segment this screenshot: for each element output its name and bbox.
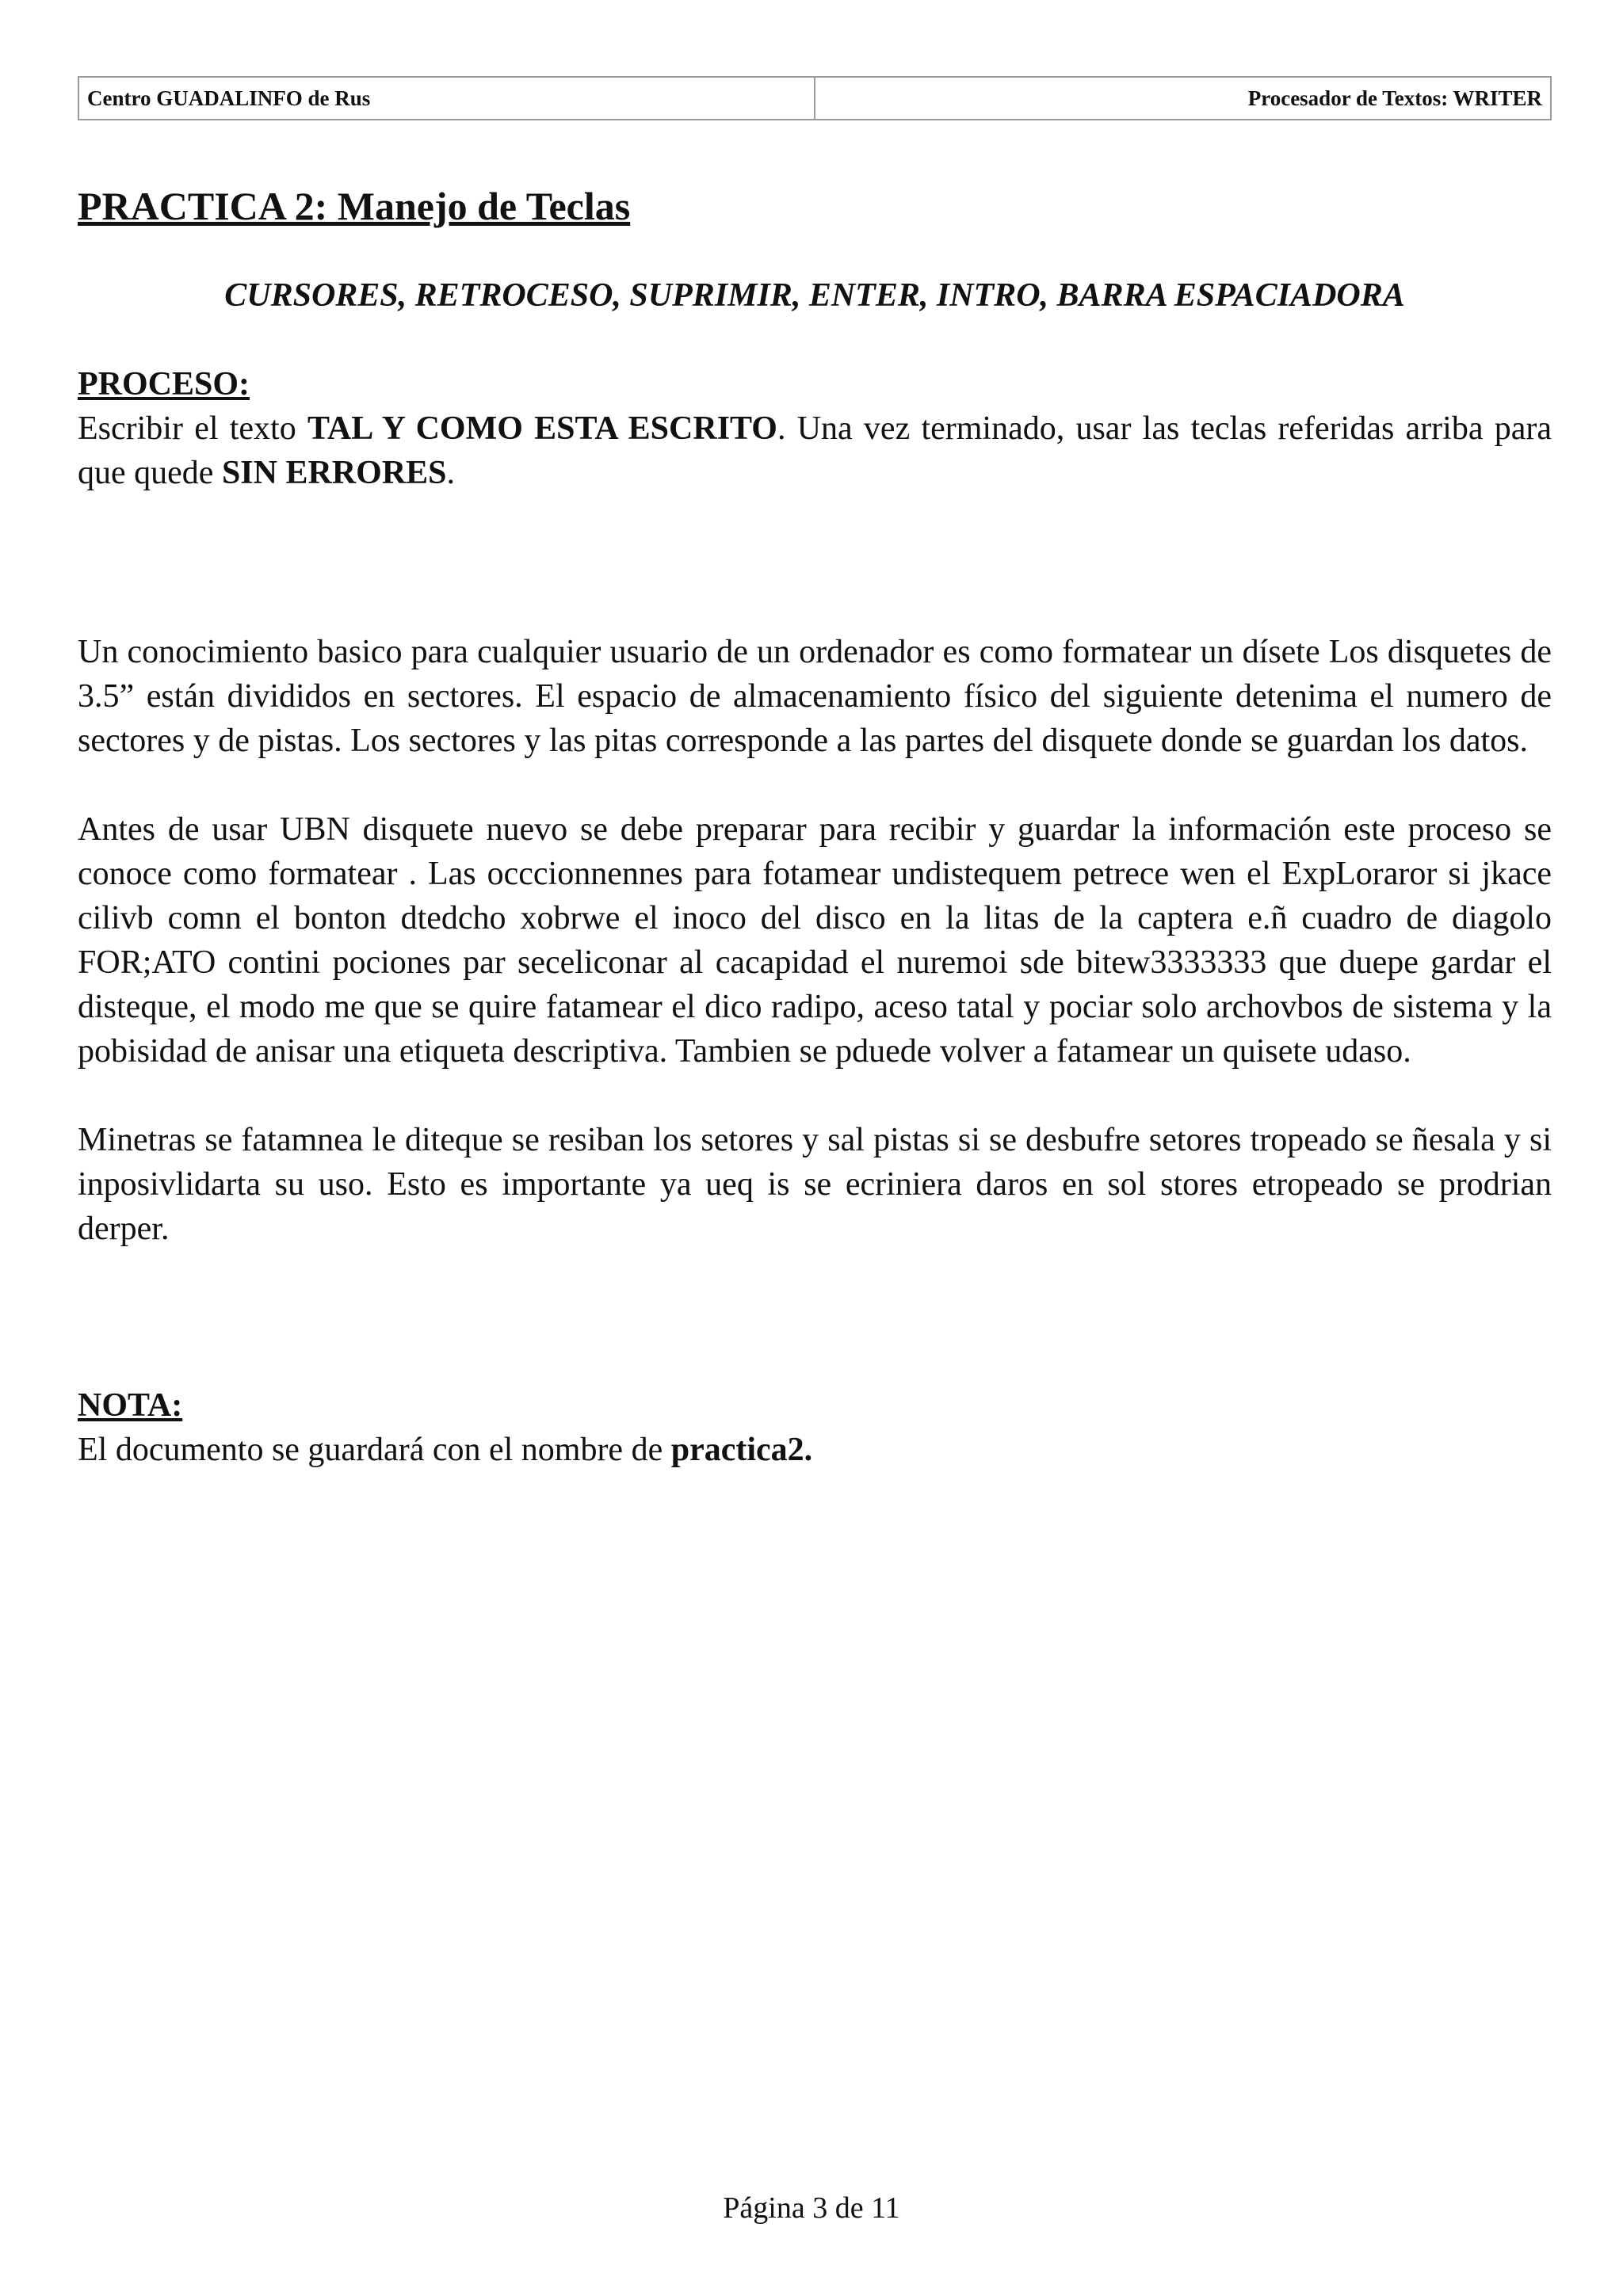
proceso-text	[78, 406, 1552, 495]
proceso-heading: PROCESO:	[78, 366, 250, 403]
nota-text	[78, 1428, 1552, 1472]
proceso-bold-2: SIN ERRORES	[221, 454, 447, 491]
subtitle-keys: CURSORES, RETROCESO, SUPRIMIR, ENTER, INTRO, BARRA ESPACIADORA	[224, 277, 1405, 314]
page-title: PRACTICA 2: Manejo de Teclas	[78, 184, 631, 228]
header-right-label: Procesador de Textos: WRITER	[1247, 86, 1542, 110]
page-header	[78, 76, 1552, 120]
body-paragraph-2: Antes de usar UBN disquete nuevo se debe preparar para recibir y guardar la información este proceso se conoce como formatear . Las occcionnennes para fotamear undistequem petrece wen el ExpLoraror si jkace cilivb comn el bonton dtedcho xobrwe el inoco del disco en la litas de la captera e.ñ cuadro de diagolo FOR;ATO contini pociones par seceliconar al cacapidad el nuremoi sde bitew3333333 que duepe gardar el disteque, el modo me que se quire fatamear el dico radipo, aceso tatal y pociar solo archovbos de sistema y la pobisidad de anisar una etiqueta descriptiva. Tambien se pduede volver a fatamear un quisete udaso.	[78, 810, 1552, 1070]
proceso-text-3: .	[446, 454, 456, 491]
header-left-label: Centro GUADALINFO de Rus	[79, 78, 815, 119]
document-body	[78, 182, 1552, 1472]
body-paragraph-3: Minetras se fatamnea le diteque se resiban los setores y sal pistas si se desbufre setores tropeado se ñesala y si inposivlidarta su uso. Esto es importante ya ueq is se ecriniera daros en sol stores etropeado se prodrian derper.	[78, 1121, 1552, 1247]
proceso-bold-1: TAL Y COMO ESTA ESCRITO	[307, 410, 777, 447]
page-number: Página 3 de 11	[723, 2191, 900, 2225]
nota-filename: practica2.	[670, 1431, 813, 1468]
body-paragraph-1: Un conocimiento basico para cualquier usuario de un ordenador es como formatear un dísete Los disquetes de 3.5” están divididos en sectores. El espacio de almacenamiento físico del siguiente detenima el numero de sectores y de pistas. Los sectores y las pitas corresponde a las partes del disquete donde se guardan los datos.	[78, 633, 1552, 759]
proceso-text-1: Escribir el texto	[78, 410, 307, 447]
proceso-text-2: . Una vez terminado, usar las teclas referidas arriba para que quede	[78, 410, 1552, 491]
nota-text-plain: El documento se guardará con el nombre de	[78, 1431, 671, 1468]
nota-heading: NOTA:	[78, 1386, 183, 1424]
